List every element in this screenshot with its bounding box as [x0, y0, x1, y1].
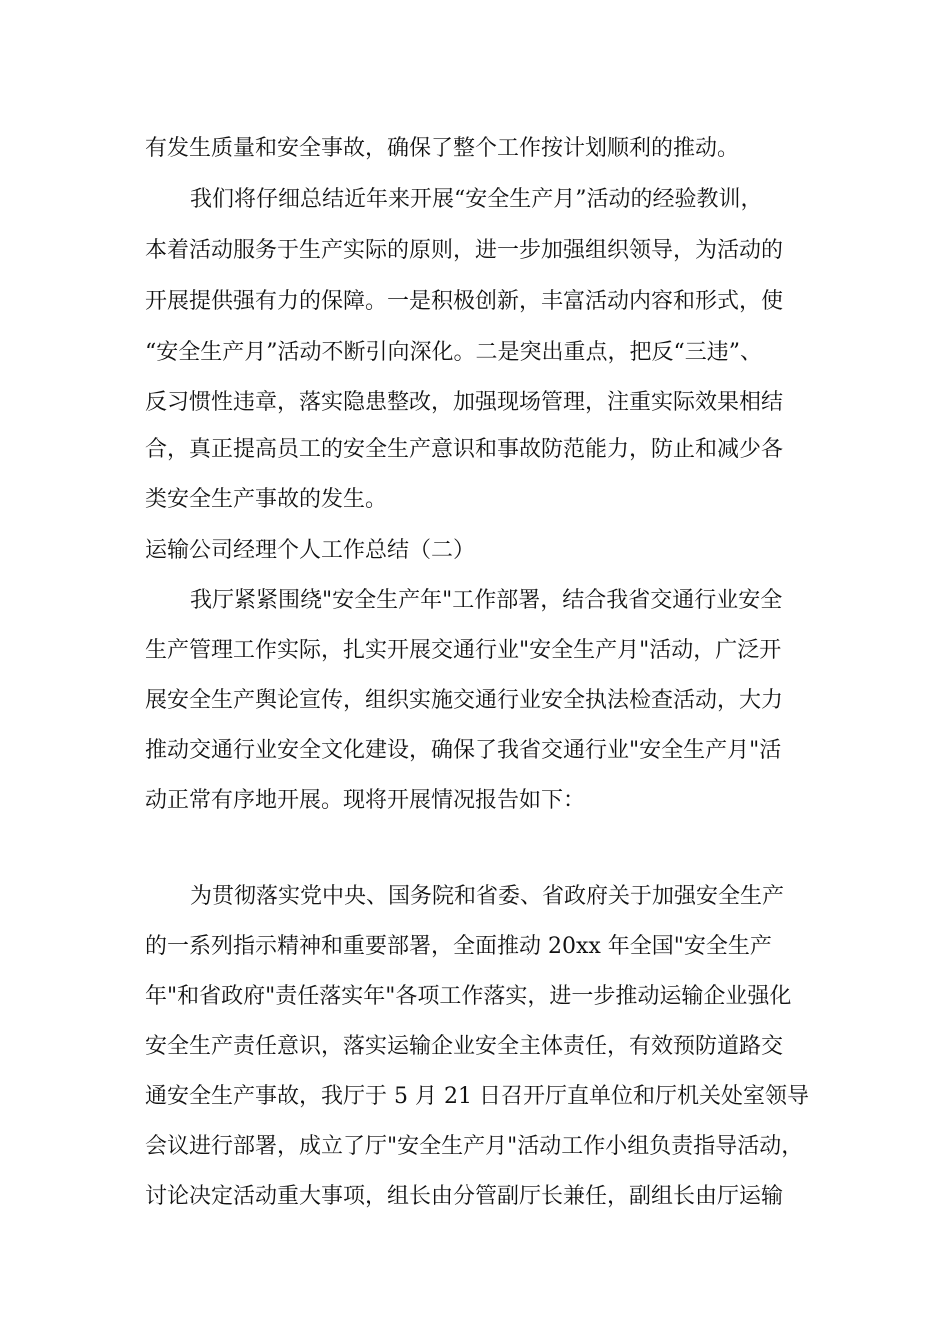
- text-line: 开展提供强有力的保障。一是积极创新，丰富活动内容和形式，使: [145, 289, 784, 314]
- text-line: 通安全生产事故，我厅于 5 月 21 日召开厅直单位和厅机关处室领导: [145, 1084, 809, 1109]
- text-line: 年"和省政府"责任落实年"各项工作落实，进一步推动运输企业强化: [145, 984, 792, 1009]
- text-line: “安全生产月”活动不断引向深化。二是突出重点，把反“三违”、: [145, 340, 762, 365]
- text-line: 动正常有序地开展。现将开展情况报告如下：: [145, 788, 586, 813]
- section-heading: 运输公司经理个人工作总结（二）: [145, 538, 476, 563]
- text-line: 安全生产责任意识，落实运输企业安全主体责任，有效预防道路交: [145, 1034, 784, 1059]
- text-line: 讨论决定活动重大事项，组长由分管副厅长兼任，副组长由厅运输: [145, 1184, 784, 1209]
- text-line: 展安全生产舆论宣传，组织实施交通行业安全执法检查活动，大力: [145, 688, 784, 713]
- text-line: 会议进行部署，成立了厅"安全生产月"活动工作小组负责指导活动，: [145, 1134, 804, 1159]
- text-line: 的一系列指示精神和重要部署，全面推动 20xx 年全国"安全生产: [145, 934, 772, 959]
- text-line: 为贯彻落实党中央、国务院和省委、省政府关于加强安全生产: [190, 884, 785, 909]
- text-line: 推动交通行业安全文化建设，确保了我省交通行业"安全生产月"活: [145, 738, 782, 763]
- text-line: 反习惯性违章，落实隐患整改，加强现场管理，注重实际效果相结: [145, 390, 784, 415]
- text-line: 生产管理工作实际，扎实开展交通行业"安全生产月"活动，广泛开: [145, 638, 782, 663]
- text-line: 类安全生产事故的发生。: [145, 487, 388, 512]
- text-line: 合，真正提高员工的安全生产意识和事故防范能力，防止和减少各: [145, 437, 784, 462]
- text-line: 本着活动服务于生产实际的原则，进一步加强组织领导，为活动的: [145, 238, 784, 263]
- text-line: 我们将仔细总结近年来开展“安全生产月”活动的经验教训，: [190, 187, 763, 212]
- text-line: 有发生质量和安全事故，确保了整个工作按计划顺利的推动。: [145, 136, 740, 161]
- text-line: 我厅紧紧围绕"安全生产年"工作部署，结合我省交通行业安全: [190, 588, 783, 613]
